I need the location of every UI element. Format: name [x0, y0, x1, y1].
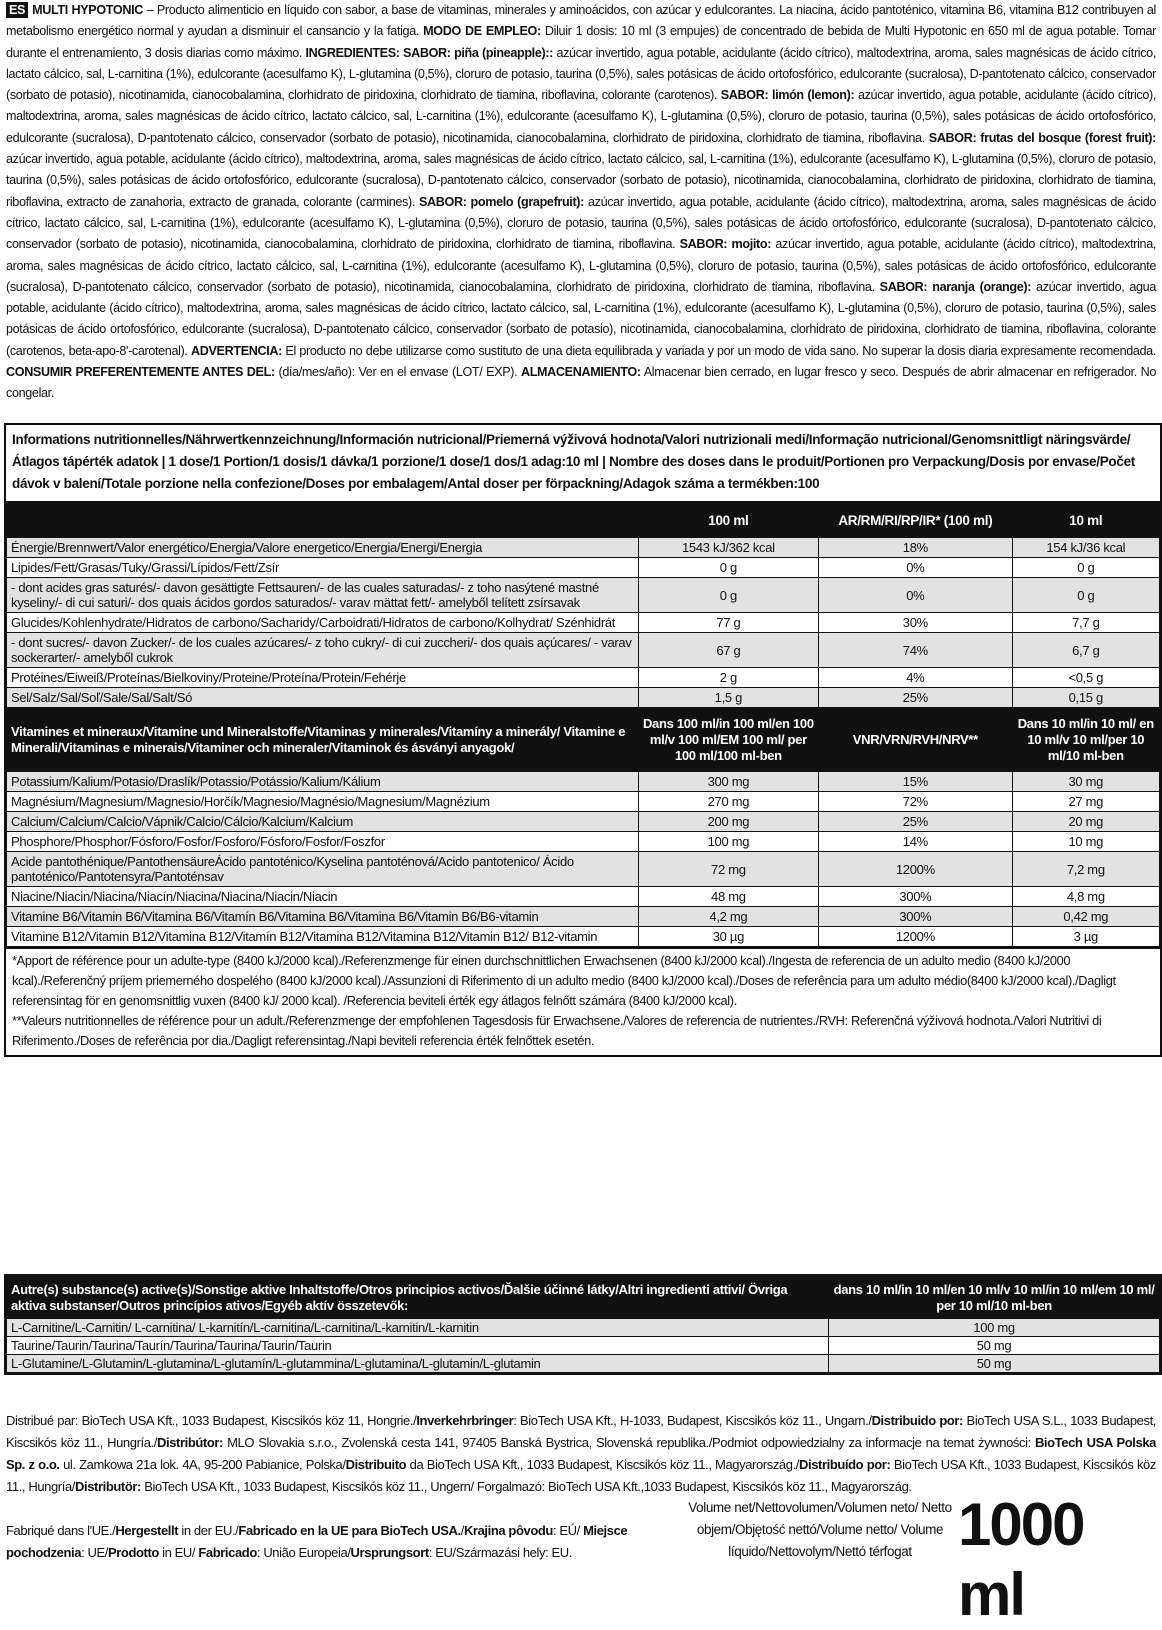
fab-text: / [460, 1523, 464, 1538]
row-value: 4% [819, 668, 1013, 688]
fab-label: Ursprungsort [350, 1545, 429, 1560]
flavor-label: SABOR: frutas del bosque (forest fruit): [928, 130, 1156, 145]
row-value: 0 g [638, 558, 818, 578]
row-value: 72% [819, 792, 1013, 812]
language-badge: ES [6, 2, 28, 18]
footnote-ri: *Apport de référence pour un adulte-type (8400 kJ/2000 kcal)./Referenzmenge für einen durchschnittlichen Erwachsenen (8400 kJ/2000 kcal)./Ingesta de referencia de un adulto medio (8400 kJ/2000 kcal)./Referenčný príjem priemerného dospelého (8400 kJ/2000 kcal)./Assunzioni di Riferimento di un adulto medio (8400 kJ/2000 kcal)./Doses de referência para um adulto médio(8400 kJ/2000 kcal)./Dagligt referensintag för en genomsnittlig vuxen (8400 kJ/ 2000 kcal). /Referencia beviteli érték egy átlagos felnőtt számára (8400 kJ/2000 kcal). [12, 953, 1116, 1008]
fab-text: : EÚ/ [552, 1523, 584, 1538]
table-row [7, 633, 1160, 668]
storage-text: Almacenar bien cerrado, en lugar fresco y seco. Después de abrir almacenar en refrigerador. No congelar. [6, 365, 1156, 401]
table-row [7, 558, 1160, 578]
vitamin-header: Vitamines et mineraux/Vitamine und Mineralstoffe/Vitaminas y minerales/Vitamíny a minerály/ Vitamine e Minerali/Vitaminas e minerais/Vitaminer och mineraler/Vitaminok és ásványi anyagok/ [7, 708, 639, 772]
row-label: Potassium/Kalium/Potasio/Draslík/Potassio/Potássio/Kalium/Kálium [7, 772, 639, 792]
row-value: 100 mg [638, 832, 818, 852]
vitamin-col-10ml: Dans 10 ml/in 10 ml/ en 10 ml/v 10 ml/per 10 ml/10 ml-ben [1012, 708, 1159, 772]
fab-text: : EU/Származási hely: EU. [428, 1545, 572, 1560]
row-value: 30 µg [638, 927, 818, 947]
table-row [7, 1355, 1160, 1373]
row-value: 1200% [819, 927, 1013, 947]
active-col: dans 10 ml/in 10 ml/en 10 ml/v 10 ml/in 10 ml/em 10 ml/ per 10 ml/10 ml-ben [829, 1277, 1160, 1319]
dist-text: ul. Zamkowa 21a lok. 4A, 95-200 Pabianice, Polska/ [59, 1457, 346, 1472]
table-row [7, 852, 1160, 887]
footnote-nrv: **Valeurs nutritionnelles de référence pour un adult./Referenzmenge der empfohlenen Tagesdosis für Erwachsene./Valores de referencia de nutrientes./RVH: Referenčná výživová hodnota./Valori Nutritivi di Riferimento./Doses de referência por dia./Dagligt referensintag./Napi beviteli referencia érték felnőttek esetén. [12, 1013, 1102, 1048]
row-value: 48 mg [638, 887, 818, 907]
ingredient-text [6, 0, 1156, 405]
dist-text: BioTech USA Kft., 1033 Budapest, Kiscsikós köz 11, Hongrie./ [78, 1413, 417, 1428]
row-value: 74% [819, 633, 1013, 668]
mode-label: MODO DE EMPLEO: [423, 24, 541, 39]
fab-text: in EU/ [158, 1545, 199, 1560]
row-value: 0,42 mg [1012, 907, 1159, 927]
fab-label: Krajina pôvodu [463, 1523, 553, 1538]
table-row [7, 832, 1160, 852]
table-row [7, 792, 1160, 812]
row-value: 30 mg [1012, 772, 1159, 792]
row-value: 18% [819, 538, 1013, 558]
row-value: 50 mg [829, 1355, 1160, 1373]
row-value: 4,2 mg [638, 907, 818, 927]
row-label: Protéines/Eiweiß/Proteínas/Bielkoviny/Proteine/Proteína/Protein/Fehérje [7, 668, 639, 688]
row-label: Acide pantothénique/PantothensäureÁcido pantoténico/Kyselina pantoténová/Acido pantotenico/ Ácido pantoténico/Pantotensyra/Pantoténsav [7, 852, 639, 887]
row-value: 25% [819, 688, 1013, 708]
fab-label: Miejsce pochodzenia [6, 1523, 628, 1560]
fab-text: Fabriqué dans l'UE./ [6, 1523, 116, 1538]
dist-label: Distributör: [75, 1479, 141, 1494]
row-value: 0,15 g [1012, 688, 1159, 708]
nutrition-panel [4, 423, 1162, 1057]
flavor-text: azúcar invertido, agua potable, acidulante (ácido cítrico), maltodextrina, aroma, sales magnésicas de ácido cítrico, lactato cálcico, sal, L-carnitina (1%), edulcorante (acesulfamo K), L-glutamina (0,5%), cloruro de potasio, taurina (0,5%), sales potásicas de ácido ortofosfórico, edulcorante (sucralosa), D-pantotenato cálcico, conservador (sorbato de potasio), nicotinamida, cianocobalamina, clorhidrato de piridoxina, clorhidrato de tiamina, riboflavina, colorante (carotenos, beta-apo-8'-carotenal). [6, 279, 1156, 358]
row-label: Calcium/Calcium/Calcio/Vápnik/Calcio/Cálcio/Kalcium/Kalcium [7, 812, 639, 832]
row-label: L-Glutamine/L-Glutamin/L-glutamina/L-glutamín/L-glutammina/L-glutamina/L-glutamin/L-glutamin [7, 1355, 829, 1373]
row-value: 0 g [1012, 558, 1159, 578]
fab-label: Fabricado [198, 1545, 257, 1560]
flavor-label: SABOR: pomelo (grapefruit): [419, 194, 584, 209]
nutrition-header: Informations nutritionnelles/Nährwertkennzeichnung/Información nutricional/Priemerná výživová hodnota/Valori nutrizionali medi/Informação nutricional/Genomsnittligt näringsvärde/Átlagos tápérték adatok | 1 dose/1 Portion/1 dosis/1 dávka/1 porzione/1 dose/1 dos/1 adag:10 ml | Nombre des doses dans le produit/Portionen pro Verpackung/Dosis por envase/Počet dávok v balení/Totale porzione nella confezione/Doses por embalagem/Antal doser per förpackning/Adagok száma a termékben:100 [6, 425, 1160, 503]
row-value: 100 mg [829, 1319, 1160, 1337]
table-row [7, 578, 1160, 613]
fab-label: Hergestellt [115, 1523, 179, 1538]
row-value: 7,7 g [1012, 613, 1159, 633]
volume-value: 1000 ml [958, 1491, 1084, 1628]
warning-text: El producto no debe utilizarse como sustituto de una dieta equilibrada y variada y por un modo de vida sano. No superar la dosis diaria expresamente recomendada. [281, 343, 1156, 358]
product-intro: – Producto alimenticio en líquido con sabor, a base de vitaminas, minerales y aminoácidos, con azúcar y edulcorantes. La niacina, ácido pantoténico, vitamina B6, vitamina B12 contribuyen al metabolismo energético normal y ayudan a disminuir el cansancio y la fatiga. [6, 3, 1156, 39]
row-value: 300 mg [638, 772, 818, 792]
row-value: 30% [819, 613, 1013, 633]
table-row [7, 812, 1160, 832]
ingredients-label: INGREDIENTES: [305, 45, 400, 60]
row-value: 0% [819, 558, 1013, 578]
column-ri: AR/RM/RI/RP/IR* (100 ml) [819, 504, 1013, 538]
best-before-label: CONSUMIR PREFERENTEMENTE ANTES DEL: [6, 365, 275, 380]
storage-label: ALMACENAMIENTO: [520, 365, 641, 380]
footnotes [6, 947, 1160, 1055]
vitamin-col-100ml: Dans 100 ml/in 100 ml/en 100 ml/v 100 ml/EM 100 ml/ per 100 ml/100 ml-ben [638, 708, 818, 772]
blank-header-cell [7, 504, 639, 538]
row-value: 1,5 g [638, 688, 818, 708]
flavor-label: SABOR: naranja (orange): [879, 279, 1032, 294]
row-value: 2 g [638, 668, 818, 688]
flavor-text: azúcar invertido, agua potable, acidulante (ácido cítrico), maltodextrina, aroma, sales magnésicas de ácido cítrico, lactato cálcico, sal, L-carnitina (1%), edulcorante (acesulfamo K), L-glutamina (0,5%), cloruro de potasio, taurina (0,5%), sales potásicas de ácido ortofosfórico, edulcorante (sucralosa), D-pantotenato cálcico, conservador (sorbato de potasio), nicotinamida, cianocobalamina, clorhidrato de piridoxina, clorhidrato de tiamina, riboflavina. [6, 194, 1157, 252]
vitamin-column-header [7, 708, 1160, 772]
row-label: Énergie/Brennwert/Valor energético/Energia/Valore energetico/Energia/Energi/Energia [7, 538, 639, 558]
row-value: 6,7 g [1012, 633, 1159, 668]
flavor-label: SABOR: limón (lemon): [720, 88, 855, 103]
row-value: 1543 kJ/362 kcal [638, 538, 818, 558]
row-label: Magnésium/Magnesium/Magnesio/Horčík/Magnesio/Magnésio/Magnesium/Magnézium [7, 792, 639, 812]
volume-label: Volume net/Nettovolumen/Volumen neto/ Netto objem/Objętość nettó/Volume netto/ Volume líquido/Nettovolym/Nettó térfogat [688, 1500, 952, 1559]
row-value: 72 mg [638, 852, 818, 887]
dist-text: BioTech USA Kft., 1033 Budapest, Kiscsikós köz 11., Hungría/ [6, 1457, 1156, 1494]
vitamin-col-nrv: VNR/VRN/RVH/NRV** [819, 708, 1013, 772]
product-name: MULTI HYPOTONIC [32, 3, 143, 17]
row-value: 20 mg [1012, 812, 1159, 832]
row-value: 300% [819, 887, 1013, 907]
row-label: Vitamine B6/Vitamin B6/Vitamina B6/Vitamín B6/Vitamina B6/Vitamina B6/Vitamin B6/B6-vitamin [7, 907, 639, 927]
table-row [7, 772, 1160, 792]
nutrition-rows [7, 538, 1160, 708]
table-row [7, 1337, 1160, 1355]
table-row [7, 613, 1160, 633]
row-label: Sel/Salz/Sal/Soľ/Sale/Sal/Salt/Só [7, 688, 639, 708]
row-label: Niacine/Niacin/Niacina/Niacín/Niacina/Niacina/Niacin/Niacin [7, 887, 639, 907]
row-value: 154 kJ/36 kcal [1012, 538, 1159, 558]
fab-label: Prodotto [107, 1545, 159, 1560]
dist-label: Distribuido por: [871, 1413, 963, 1428]
table-row [7, 927, 1160, 947]
flavor-text: azúcar invertido, agua potable, acidulante (ácido cítrico), maltodextrina, aroma, sales magnésicas de ácido cítrico, lactato cálcico, sal, L-carnitina (1%), edulcorante (acesulfamo K), L-glutamina (0,5%), cloruro de potasio, taurina (0,5%), sales potásicas de ácido ortofosfórico, edulcorante (sucralosa), D-pantotenato cálcico, conservador (sorbato de potasio), nicotinamida, cianocobalamina, clorhidrato de piridoxina, clorhidrato de tiamina, riboflavina. [6, 88, 1157, 145]
dist-text: MLO Slovakia s.r.o., Zvolenská cesta 141, 97405 Banská Bystrica, Slovenská republika./Podmiot odpowiedzialny za informacje na temat żywności: [222, 1435, 1035, 1450]
row-value: 1200% [819, 852, 1013, 887]
flavor-text: azúcar invertido, agua potable, acidulante (ácido cítrico), maltodextrina, aroma, sales magnésicas de ácido cítrico, lactato cálcico, sal, L-carnitina (1%), edulcorante (acesulfamo K), L-glutamina (0,5%), cloruro de potasio, taurina (0,5%), sales potásicas de ácido ortofosfórico, edulcorante (sucralosa), D-pantotenato cálcico, conservador (sorbato de potasio), nicotinamida, cianocobalamina, clorhidrato de piridoxina, clorhidrato de tiamina, riboflavina. [6, 237, 1156, 294]
fab-text: in der EU./ [178, 1523, 239, 1538]
active-header-row [7, 1277, 1160, 1319]
nutrition-column-header [7, 504, 1160, 538]
table-row [7, 668, 1160, 688]
dist-text: : BioTech USA Kft., H-1033, Budapest, Kiscsikós köz 11., Ungarn./ [513, 1413, 872, 1428]
row-value: 27 mg [1012, 792, 1159, 812]
flavor-label: SABOR: piña (pineapple):: [399, 45, 554, 60]
column-100ml: 100 ml [638, 504, 818, 538]
row-value: 3 µg [1012, 927, 1159, 947]
table-row [7, 907, 1160, 927]
best-before-text: (día/mes/año): Ver en el envase (LOT/ EXP). [274, 365, 521, 380]
column-10ml: 10 ml [1012, 504, 1159, 538]
fab-label: Fabricado en la UE para BioTech USA. [238, 1523, 461, 1538]
row-label: Glucides/Kohlenhydrate/Hidratos de carbono/Sacharidy/Carboidrati/Hidratos de carbono/Kolhydrat/ Szénhidrát [7, 613, 639, 633]
row-value: 10 mg [1012, 832, 1159, 852]
flavor-label: SABOR: mojito: [679, 237, 772, 252]
row-label: L-Carnitine/L-Carnitin/ L-carnitina/ L-karnitín/L-carnitina/L-carnitina/L-karnitin/L-karnitin [7, 1319, 829, 1337]
dist-text: BioTech USA S.L., 1033 Budapest, Kiscsikós köz 11., Hungría./ [6, 1413, 1157, 1450]
row-label: Phosphore/Phosphor/Fósforo/Fosfor/Fosforo/Fósforo/Fosfor/Foszfor [7, 832, 639, 852]
row-value: 15% [819, 772, 1013, 792]
dist-label: Distribútor: [157, 1435, 223, 1450]
row-value: 67 g [638, 633, 818, 668]
row-label: Lipides/Fett/Grasas/Tuky/Grassi/Lípidos/Fett/Zsír [7, 558, 639, 578]
row-value: 77 g [638, 613, 818, 633]
nutrition-table [6, 503, 1160, 947]
table-row [7, 1319, 1160, 1337]
dist-label: Distribuído por: [799, 1457, 891, 1472]
table-row [7, 688, 1160, 708]
table-row [7, 538, 1160, 558]
dist-text: da BioTech USA Kft., 1033 Budapest, Kiscsikós köz 11., Magyarország./ [406, 1457, 800, 1472]
table-row [7, 887, 1160, 907]
row-value: 0 g [1012, 578, 1159, 613]
row-value: 0 g [638, 578, 818, 613]
row-value: 270 mg [638, 792, 818, 812]
fab-text: : UE/ [81, 1545, 108, 1560]
row-label: Vitamine B12/Vitamin B12/Vitamina B12/Vitamín B12/Vitamina B12/Vitamina B12/Vitamin B12/ B12-vitamin [7, 927, 639, 947]
row-label: Taurine/Taurin/Taurina/Taurín/Taurina/Taurina/Taurin/Taurin [7, 1337, 829, 1355]
row-value: 4,8 mg [1012, 887, 1159, 907]
row-value: 7,2 mg [1012, 852, 1159, 887]
flavor-text: azúcar invertido, agua potable, acidulante (ácido cítrico), maltodextrina, aroma, sales magnésicas de ácido cítrico, lactato cálcico, sal, L-carnitina (1%), edulcorante (acesulfamo K), L-glutamina (0,5%), cloruro de potasio, taurina (0,5%), sales potásicas de ácido ortofosfórico, edulcorante (sucralosa), D-pantotenato cálcico, conservador (sorbato de potasio), nicotinamida, cianocobalamina, clorhidrato de piridoxina, clorhidrato de tiamina, riboflavina, extracto de zanahoria, extracto de granada, colorante (carmines). [6, 152, 1156, 209]
dist-text: Distribué par: [6, 1413, 79, 1428]
dist-label: BioTech USA Polska Sp. z o.o. [6, 1435, 1156, 1472]
row-label: - dont sucres/- davon Zucker/- de los cuales azúcares/- z toho cukry/- di cui zuccheri/- dos quais açúcares/ - varav sockerarter/- amelyből cukrok [7, 633, 639, 668]
warning-label: ADVERTENCIA: [191, 343, 282, 358]
row-value: 0% [819, 578, 1013, 613]
row-value: 200 mg [638, 812, 818, 832]
row-label: - dont acides gras saturés/- davon gesättigte Fettsauren/- de las cuales saturadas/- z toho nasýtené mastné kyseliny/- di cui saturi/- dos quais ácidos gordos saturados/- varav mättat fett/- amelyből telített zsírsavak [7, 578, 639, 613]
active-header: Autre(s) substance(s) active(s)/Sonstige aktive Inhaltstoffe/Otros principios activos/Ďalšie účinné látky/Altri ingredienti attivi/ Övriga aktiva substanser/Outros princípios ativos/Egyéb aktív összetevők: [7, 1277, 829, 1319]
dist-label: Inverkehrbringer [416, 1413, 514, 1428]
distribution-text [6, 1410, 1156, 1498]
dist-text: BioTech USA Kft., 1033 Budapest, Kiscsikós köz 11., Ungern/ Forgalmazó: BioTech USA Kft.,1033 Budapest, Kiscsikós köz 11., Magyarország. [140, 1479, 912, 1494]
manufacture-text [6, 1520, 676, 1564]
mode-text: Diluir 1 dosis: 10 ml (3 empujes) de concentrado de bebida de Multi Hypotonic en 650 ml de agua potable. Tomar durante el entrenamiento, 3 dosis diarias como máximo. [6, 24, 1156, 60]
fab-text: : União Europeia/ [256, 1545, 351, 1560]
row-value: 14% [819, 832, 1013, 852]
row-value: 50 mg [829, 1337, 1160, 1355]
dist-label: Distribuito [345, 1457, 407, 1472]
active-substances-table [6, 1276, 1160, 1373]
vitamin-rows [7, 772, 1160, 947]
active-substances-panel [4, 1274, 1162, 1375]
row-value: 300% [819, 907, 1013, 927]
row-value: <0,5 g [1012, 668, 1159, 688]
row-value: 25% [819, 812, 1013, 832]
flavor-text: azúcar invertido, agua potable, acidulante (ácido cítrico), maltodextrina, aroma, sales magnésicas de ácido cítrico, lactato cálcico, sal, L-carnitina (1%), edulcorante (acesulfamo K), L-glutamina (0,5%), cloruro de potasio, taurina (0,5%), sales potásicas de ácido ortofosfórico, edulcorante (sucralosa), D-pantotenato cálcico, conservador (sorbato de potasio), nicotinamida, cianocobalamina, clorhidrato de piridoxina, clorhidrato de tiamina, riboflavina, colorante (carotenos). [6, 45, 1156, 103]
active-rows [7, 1319, 1160, 1373]
